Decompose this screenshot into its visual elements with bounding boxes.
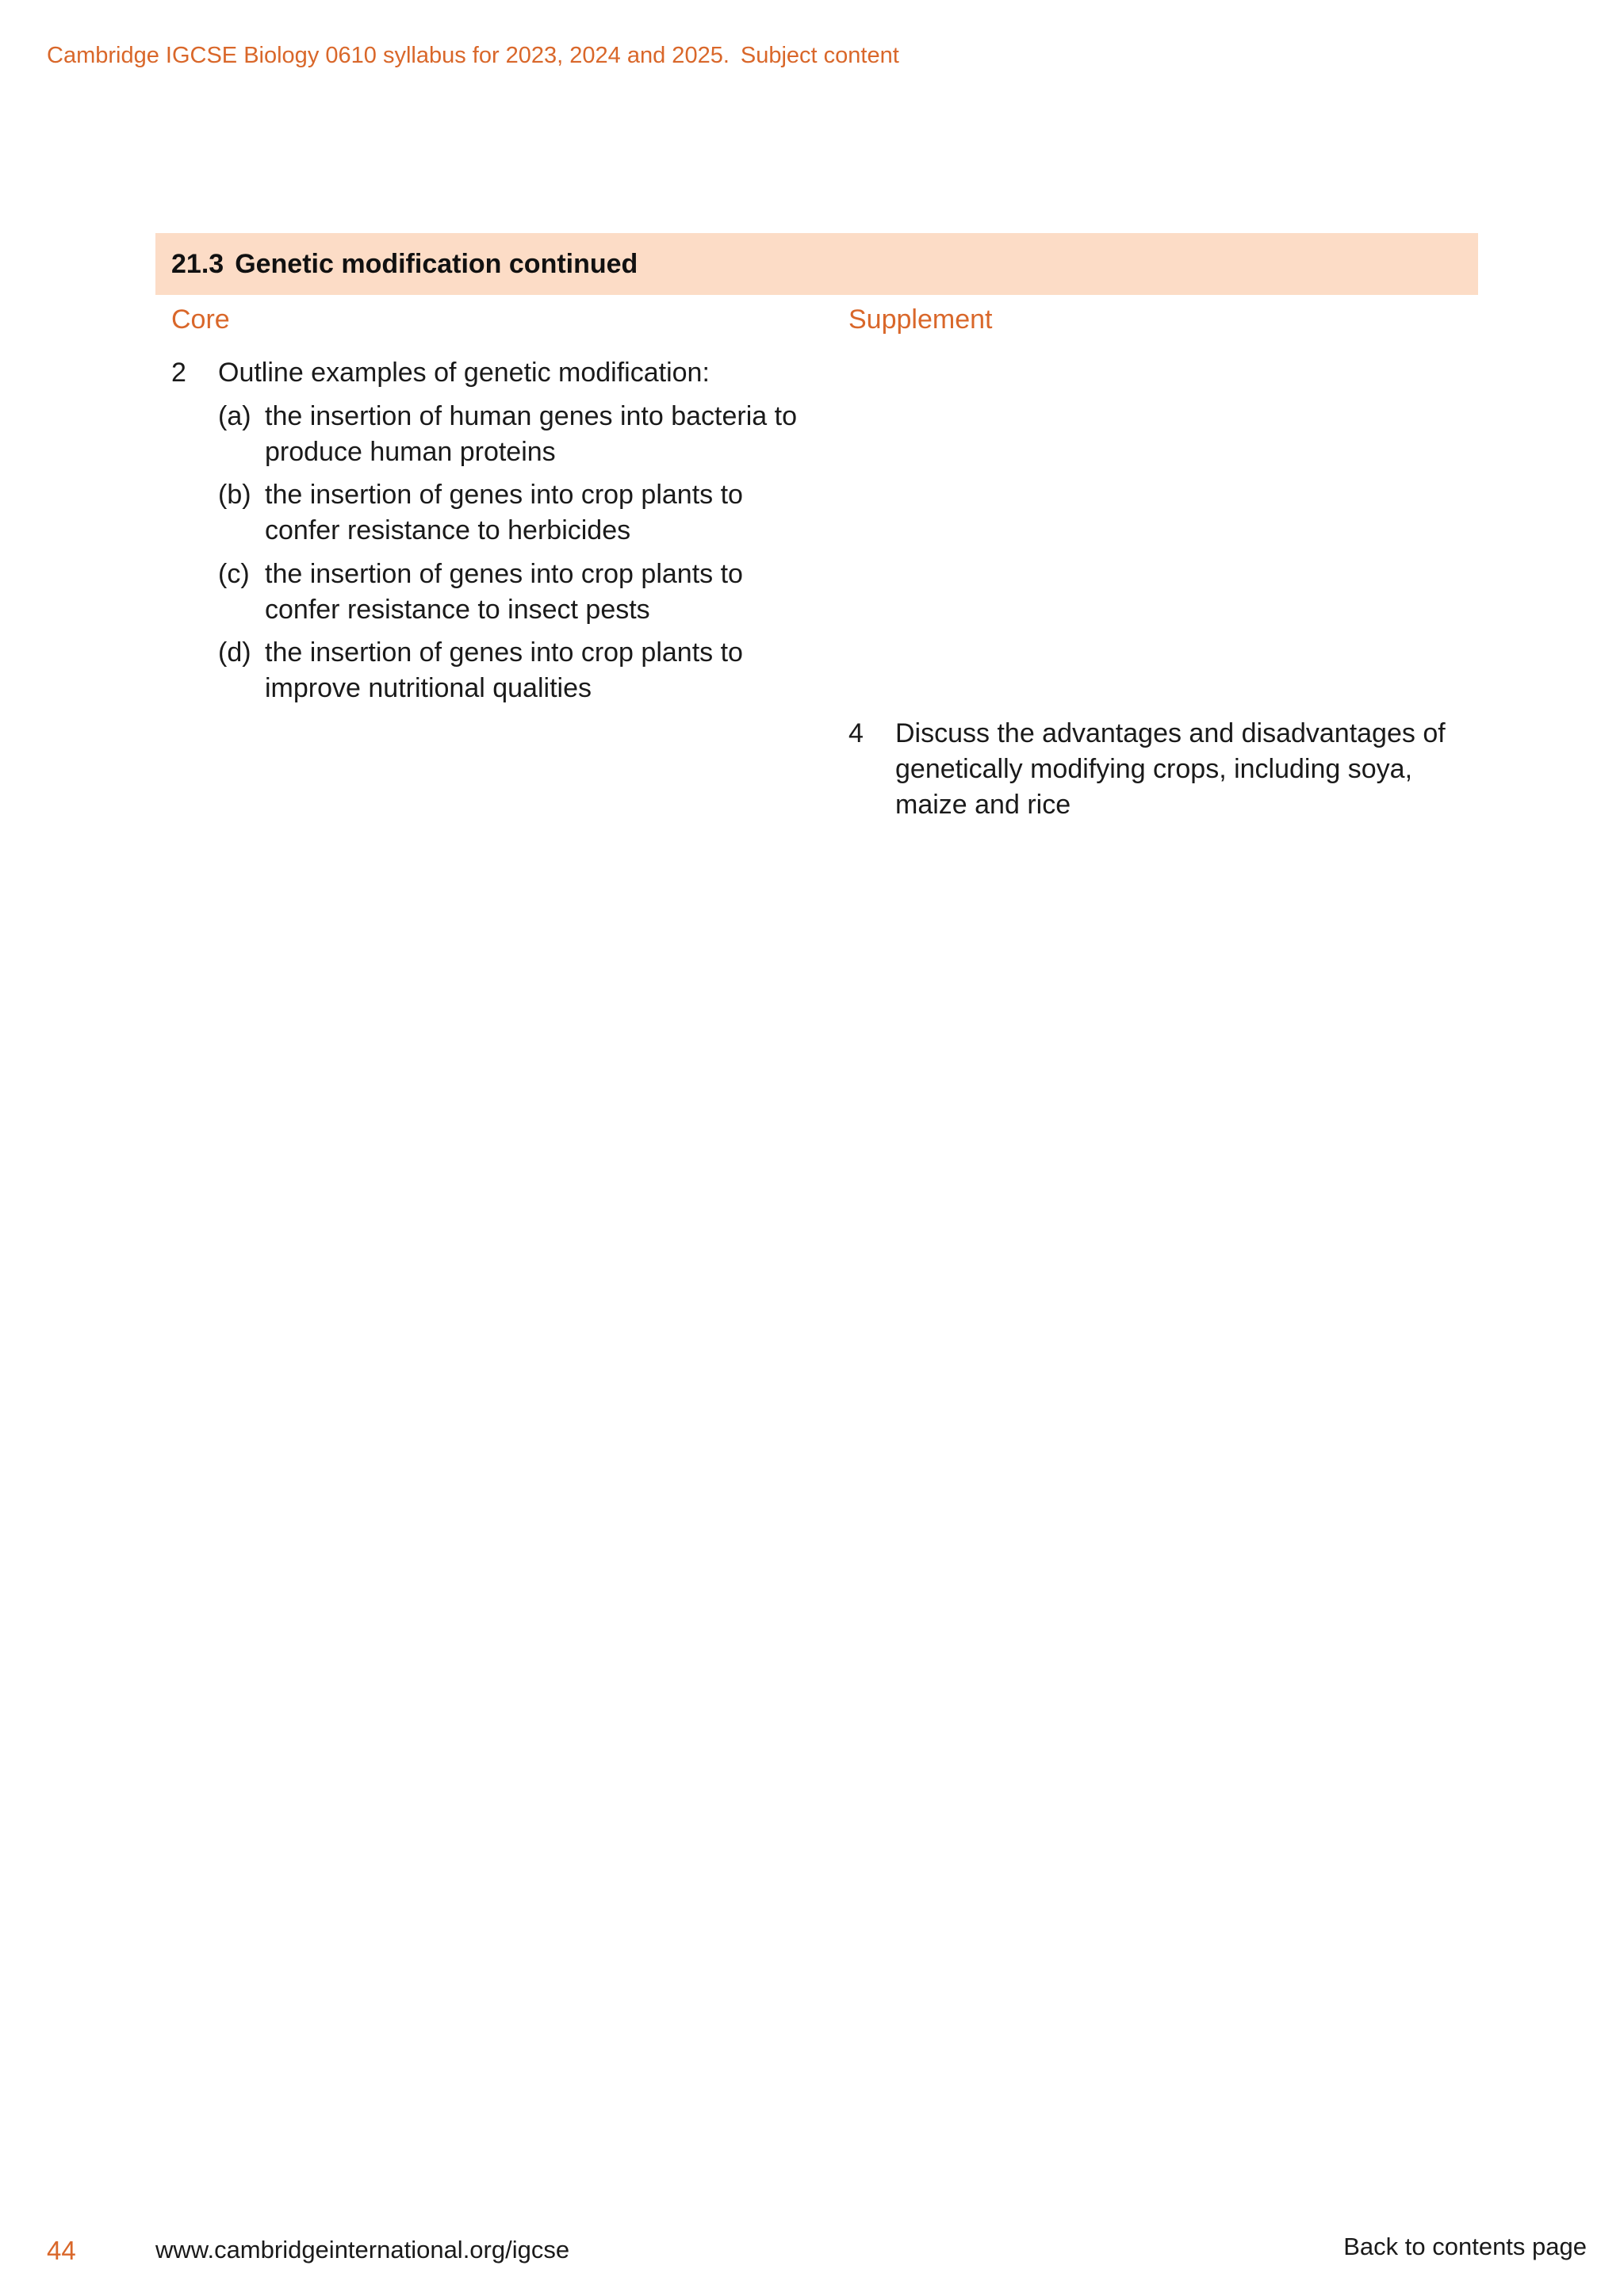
- subitem-label: (c): [218, 559, 250, 589]
- subitem-text: [265, 635, 820, 706]
- core-subitem-b: [218, 477, 821, 549]
- subitem-line: the insertion of genes into crop plants to: [265, 559, 743, 589]
- footer-url-link[interactable]: www.cambridgeinternational.org/igcse: [155, 2236, 570, 2263]
- supplement-item-line: Discuss the advantages and disadvantages of: [895, 718, 1446, 748]
- subitem-line: confer resistance to insect pests: [265, 595, 650, 625]
- section-heading-bar: [155, 233, 1478, 295]
- subitem-line: the insertion of human genes into bacteria to: [265, 401, 797, 431]
- running-header-section: Subject content: [740, 43, 899, 68]
- supplement-item-line: genetically modifying crops, including soya,: [895, 754, 1413, 784]
- subitem-label: (a): [218, 401, 251, 431]
- core-item-text: Outline examples of genetic modification:: [218, 358, 710, 388]
- section-number: 21.3: [171, 248, 224, 279]
- core-subitem-a: [218, 399, 821, 470]
- supplement-item-4: [848, 716, 1475, 823]
- core-column-heading: Core: [171, 304, 230, 335]
- back-to-contents-link[interactable]: Back to contents page: [1343, 2233, 1587, 2260]
- core-subitem-d: [218, 635, 821, 706]
- subitem-label: (d): [218, 637, 251, 668]
- running-header-title: Cambridge IGCSE Biology 0610 syllabus for 2023, 2024 and 2025.: [47, 43, 730, 68]
- subitem-line: the insertion of genes into crop plants to: [265, 637, 743, 668]
- supplement-item-number: 4: [848, 718, 864, 748]
- subitem-text: [265, 399, 820, 470]
- subitem-text: [265, 557, 820, 628]
- supplement-item-text: [895, 716, 1474, 823]
- core-item-number: 2: [171, 358, 186, 388]
- page-number: 44: [47, 2236, 76, 2265]
- core-item-2: [171, 355, 806, 391]
- subitem-line: the insertion of genes into crop plants to: [265, 480, 743, 510]
- core-subitem-c: [218, 557, 821, 628]
- subitem-line: produce human proteins: [265, 437, 556, 467]
- subitem-line: improve nutritional qualities: [265, 673, 592, 703]
- subitem-text: [265, 477, 820, 549]
- supplement-column-heading: Supplement: [848, 304, 993, 335]
- section-title: Genetic modification continued: [235, 248, 638, 279]
- subitem-line: confer resistance to herbicides: [265, 515, 631, 545]
- supplement-item-line: maize and rice: [895, 790, 1071, 820]
- running-header: [47, 43, 899, 69]
- subitem-label: (b): [218, 480, 251, 510]
